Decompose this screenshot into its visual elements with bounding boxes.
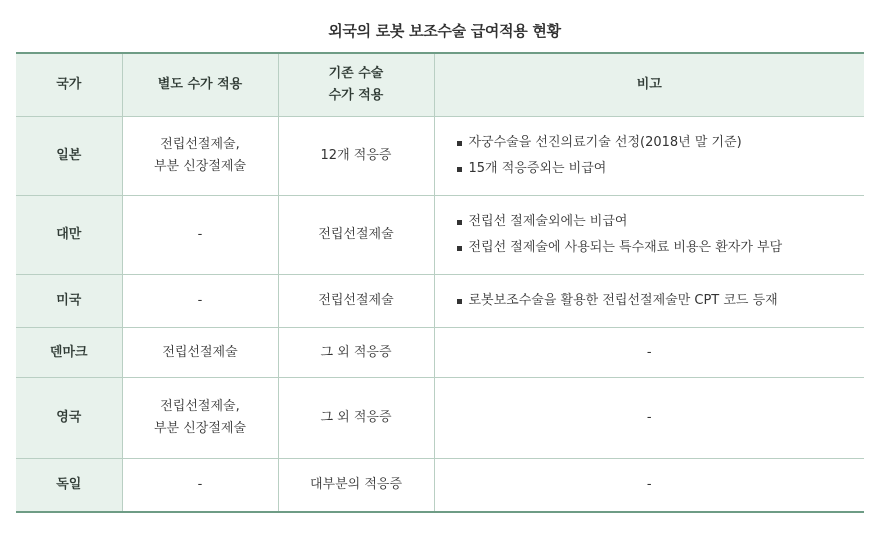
table-row	[16, 275, 864, 328]
header-country: 국가	[16, 53, 122, 117]
remark-item	[457, 209, 859, 235]
remark-text: 15개 적응증외는 비급여	[468, 161, 607, 176]
country-cell: 독일	[16, 459, 122, 513]
table-row	[16, 117, 864, 196]
separate-fee-cell: -	[122, 275, 278, 328]
header-existing-fee	[278, 53, 434, 117]
separate-fee-line: 전립선절제술,	[160, 137, 240, 152]
existing-fee-cell: 대부분의 적응증	[278, 459, 434, 513]
country-cell: 영국	[16, 378, 122, 459]
country-cell: 대만	[16, 196, 122, 275]
existing-fee-cell: 12개 적응증	[278, 117, 434, 196]
header-existing-fee-line1: 기존 수술	[328, 66, 384, 81]
existing-fee-cell: 전립선절제술	[278, 196, 434, 275]
header-remarks: 비고	[434, 53, 864, 117]
separate-fee-cell: -	[122, 196, 278, 275]
country-cell: 미국	[16, 275, 122, 328]
remarks-cell	[434, 117, 864, 196]
header-separate-fee: 별도 수가 적용	[122, 53, 278, 117]
square-bullet-icon	[457, 167, 462, 172]
existing-fee-cell: 그 외 적응증	[278, 378, 434, 459]
coverage-table	[16, 52, 864, 513]
separate-fee-cell: -	[122, 459, 278, 513]
separate-fee-line: 전립선절제술,	[160, 399, 240, 414]
remarks-cell: -	[434, 378, 864, 459]
remarks-list	[457, 130, 859, 182]
square-bullet-icon	[457, 141, 462, 146]
remarks-cell: -	[434, 459, 864, 513]
table-row	[16, 328, 864, 378]
table-row	[16, 196, 864, 275]
existing-fee-cell: 그 외 적응증	[278, 328, 434, 378]
remarks-cell	[434, 275, 864, 328]
remarks-list	[457, 288, 859, 314]
header-existing-fee-line2: 수가 적용	[328, 88, 384, 103]
remark-item	[457, 130, 859, 156]
separate-fee-line: 부분 신장절제술	[153, 421, 247, 436]
country-cell: 일본	[16, 117, 122, 196]
remarks-cell: -	[434, 328, 864, 378]
square-bullet-icon	[457, 299, 462, 304]
existing-fee-cell: 전립선절제술	[278, 275, 434, 328]
separate-fee-cell: 전립선절제술	[122, 328, 278, 378]
remarks-cell	[434, 196, 864, 275]
table-row	[16, 378, 864, 459]
remark-text: 자궁수술을 선진의료기술 선정(2018년 말 기준)	[468, 135, 742, 150]
remarks-list	[457, 209, 859, 261]
remark-item	[457, 156, 859, 182]
remark-text: 전립선 절제술외에는 비급여	[468, 214, 628, 229]
header-row	[16, 53, 864, 117]
separate-fee-cell	[122, 378, 278, 459]
square-bullet-icon	[457, 220, 462, 225]
remark-text: 로봇보조수술을 활용한 전립선절제술만 CPT 코드 등재	[468, 293, 778, 308]
table-title: 외국의 로봇 보조수술 급여적용 현황	[328, 22, 561, 40]
remark-item	[457, 288, 859, 314]
remark-item	[457, 235, 859, 261]
table-row	[16, 459, 864, 513]
country-cell: 덴마크	[16, 328, 122, 378]
square-bullet-icon	[457, 246, 462, 251]
separate-fee-line: 부분 신장절제술	[153, 159, 247, 174]
remark-text: 전립선 절제술에 사용되는 특수재료 비용은 환자가 부담	[468, 240, 783, 255]
separate-fee-cell	[122, 117, 278, 196]
